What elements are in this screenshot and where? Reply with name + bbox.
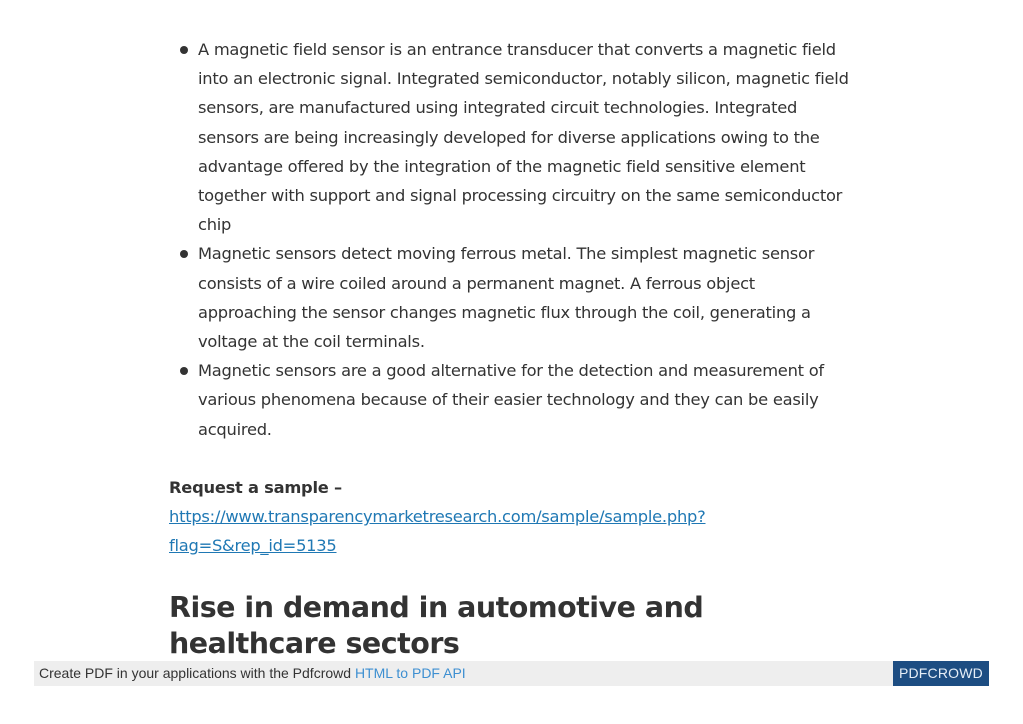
bullet-list bbox=[169, 35, 849, 444]
pdfcrowd-brand-button[interactable]: PDFCROWD bbox=[893, 661, 989, 686]
bullet-item: Magnetic sensors are a good alternative for the detection and measurement of various phenomena because of their easier technology and they can be easily acquired. bbox=[169, 356, 849, 444]
section-heading: Rise in demand in automotive and healthcare sectors bbox=[169, 591, 704, 661]
bullet-item: Magnetic sensors detect moving ferrous metal. The simplest magnetic sensor consists of a wire coiled around a permanent magnet. A ferrous object approaching the sensor changes magnetic flux through the coil, generating a voltage at the coil terminals. bbox=[169, 239, 849, 356]
footer-text bbox=[39, 661, 466, 686]
sample-link[interactable]: https://www.transparencymarketresearch.com/sample/sample.php?flag=S&rep_id=5135 bbox=[169, 507, 706, 556]
footer-message: Create PDF in your applications with the Pdfcrowd bbox=[39, 665, 352, 681]
sample-request bbox=[169, 473, 849, 561]
document-body bbox=[169, 35, 849, 662]
bullet-item: A magnetic field sensor is an entrance transducer that converts a magnetic field into an electronic signal. Integrated semiconductor, notably silicon, magnetic field sensors, are manufactured using integrated circuit technologies. Integrated sensors are being increasingly developed for diverse applications owing to the advantage offered by the integration of the magnetic field sensitive element together with support and signal processing circuitry on the same semiconductor chip bbox=[169, 35, 849, 239]
footer-api-link[interactable]: HTML to PDF API bbox=[354, 665, 466, 681]
pdfcrowd-footer bbox=[34, 661, 989, 686]
sample-label: Request a sample – bbox=[169, 477, 342, 497]
